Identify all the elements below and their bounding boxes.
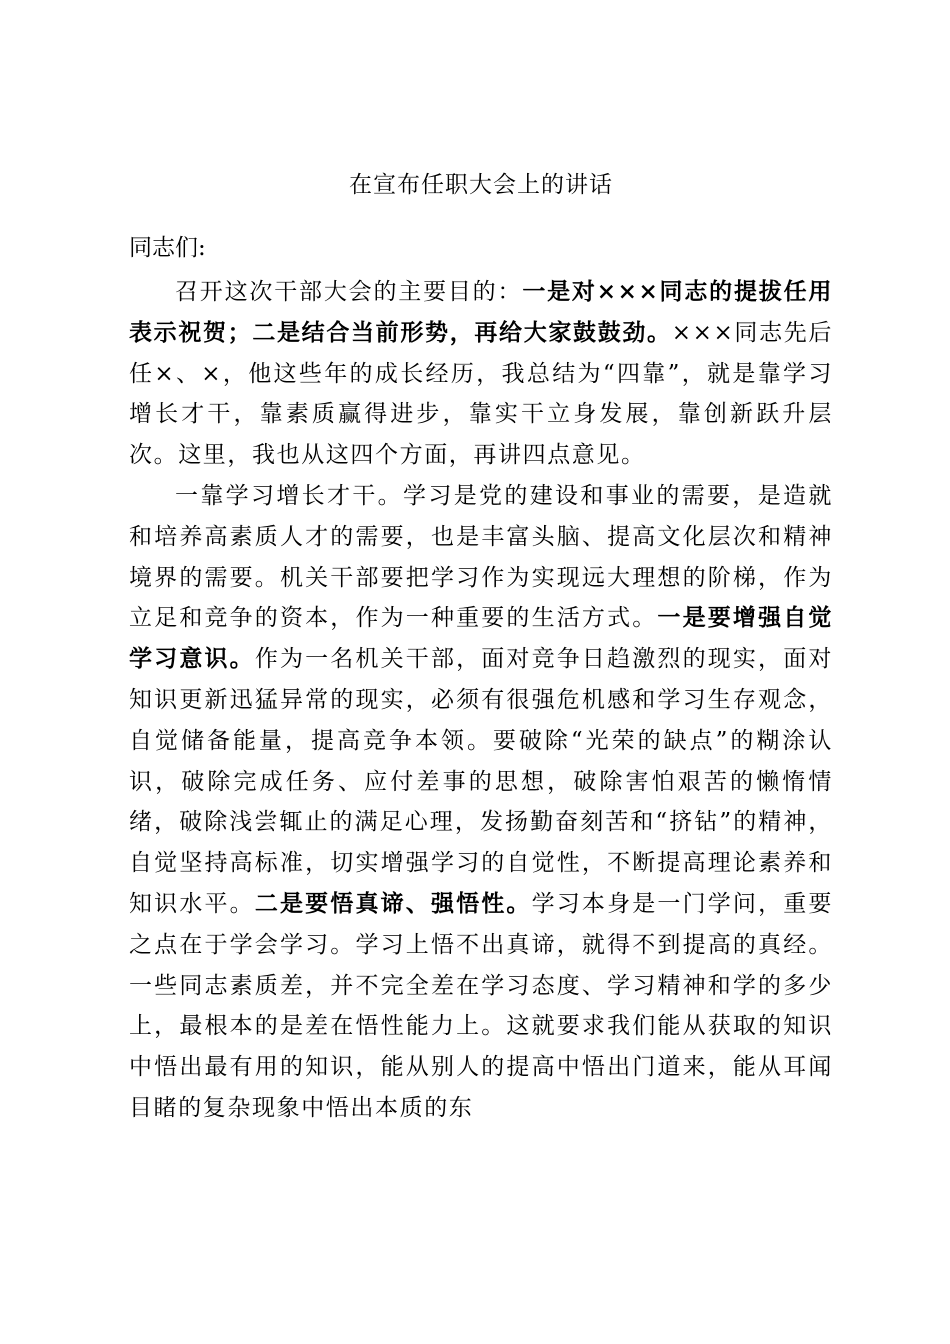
document-body — [129, 272, 833, 1129]
document-title: 在宣布任职大会上的讲话 — [349, 172, 613, 198]
study-point-one: 一是要增强自觉学习意识。 — [129, 604, 833, 673]
paragraph-study — [129, 476, 833, 1129]
study-text-final: 学习本身是一门学问，重要之点在于学会学习。学习上悟不出真谛，就得不到提高的真经。一些同志素质差，并不完全差在学习态度、学习精神和学的多少上，最根本的是差在悟性能力上。这就要求我们能从获取的知识中悟出最有用的知识，能从别人的提高中悟出门道来，能从耳闻目睹的复杂现象中悟出本质的东 — [129, 890, 833, 1121]
greeting: 同志们: — [129, 235, 206, 261]
intro-bold-text: 一是对×××同志的提拔任用表示祝贺；二是结合当前形势，再给大家鼓鼓劲。 — [129, 278, 833, 346]
study-text: 一靠学习增长才干。学习是党的建设和事业的需要，是造就和培养高素质人才的需要，也是丰富头脑、提高文化层次和精神境界的需要。机关干部要把学习作为实现远大理想的阶梯，作为立足和竞争的资本，作为一种重要的生活方式。 — [129, 482, 833, 632]
paragraph-intro — [129, 272, 833, 476]
intro-text: 召开这次干部大会的主要目的： — [175, 279, 523, 305]
study-point-two: 二是要悟真谛、强悟性。 — [254, 889, 532, 917]
study-text-continued: 作为一名机关干部，面对竞争日趋激烈的现实，面对知识更新迅猛异常的现实，必须有很强危机感和学习生存观念，自觉储备能量，提高竞争本领。要破除“光荣的缺点”的糊涂认识，破除完成任务、应付差事的思想，破除害怕艰苦的懒惰情绪，破除浅尝辄止的满足心理，发扬勤奋刻苦和“挤钻”的精神，自觉坚持高标准，切实增强学习的自觉性，不断提高理论素养和知识水平。 — [129, 646, 833, 917]
intro-text-continued: ×××同志先后任×、×，他这些年的成长经历，我总结为“四靠”，就是靠学习增长才干，靠素质赢得进步，靠实干立身发展，靠创新跃升层次。这里，我也从这四个方面，再讲四点意见。 — [129, 319, 834, 469]
